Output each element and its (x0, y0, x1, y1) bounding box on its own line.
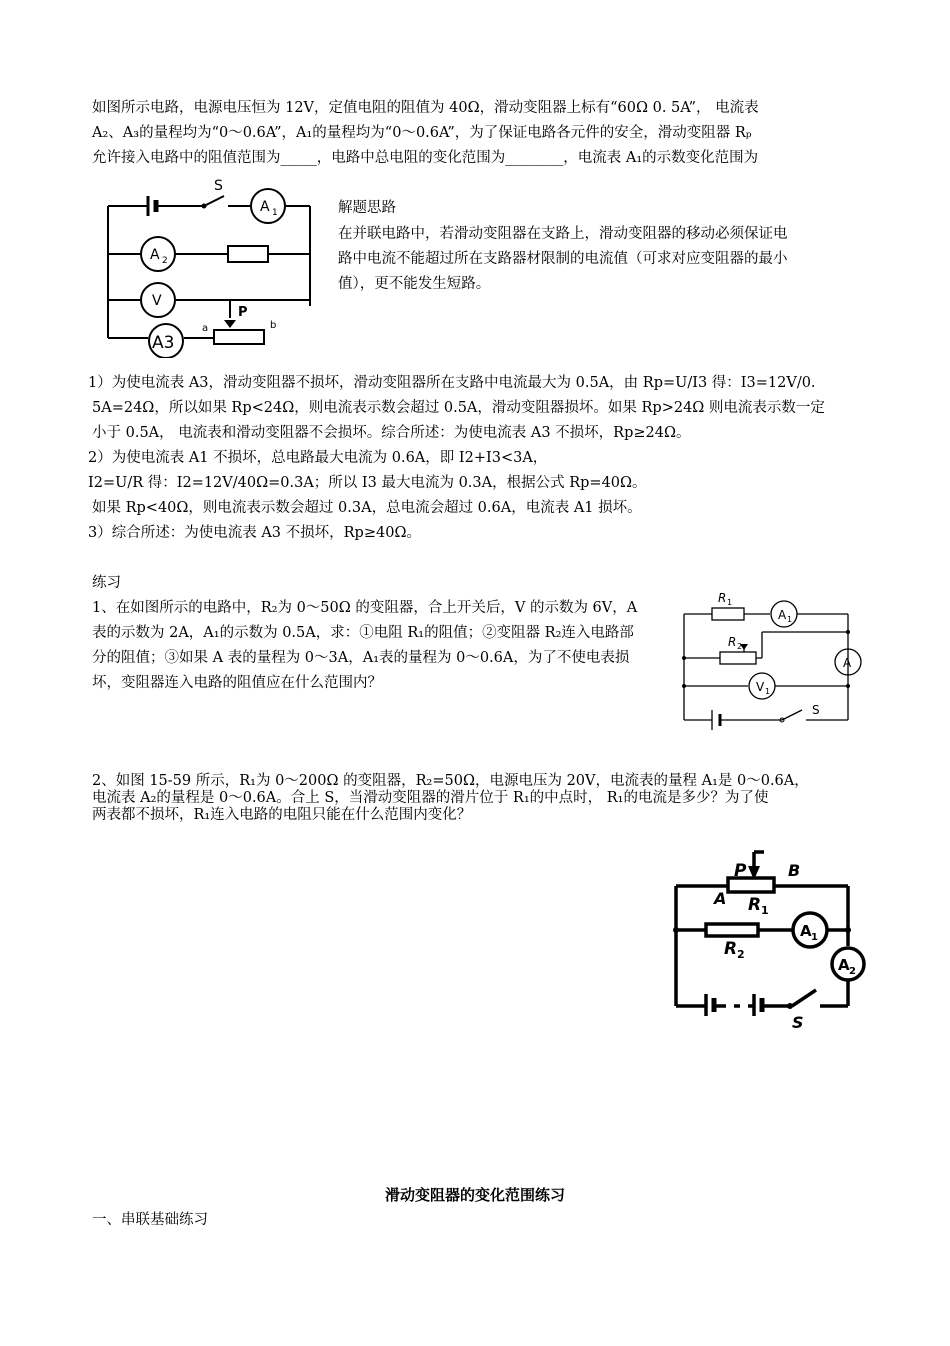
section-title: 滑动变阻器的变化范围练习 (384, 1186, 565, 1204)
q1-line-1: 1、在如图所示的电路中，R₂为 0～50Ω 的变阻器，合上开关后，V 的示数为 6V，A (92, 600, 638, 616)
ammeter-a2-label: A (838, 956, 850, 974)
terminal-a-label: A (714, 889, 727, 908)
solution-line-5: I2=U/R 得：I2=12V/40Ω=0.3A；所以 I3 最大电流为 0.3A，根据公式 Rp=40Ω。 (88, 475, 647, 491)
q2-line-3: 两表都不损坏，R₁连入电路的电阻只能在什么范围内变化？ (92, 807, 472, 823)
analysis-line-2: 路中电流不能超过所在支路器材限制的电流值（可求对应变阻器的最小 (338, 251, 788, 267)
terminal-b-label: b (270, 320, 277, 331)
slider-p-label: P (734, 861, 747, 881)
switch-label: S (812, 703, 820, 717)
analysis-line-1: 在并联电路中，若滑动变阻器在支路上，滑动变阻器的移动必须保证电 (338, 226, 788, 242)
solution-line-3: 小于 0.5A， 电流表和滑动变阻器不会损坏。综合所述：为使电流表 A3 不损坏，Rp≥24Ω。 (92, 425, 691, 441)
voltmeter-label: V (152, 293, 162, 309)
section-subtitle: 一、串联基础练习 (92, 1212, 208, 1228)
analysis-line-3: 值），更不能发生短路。 (338, 276, 491, 292)
svg-text:2: 2 (737, 948, 745, 961)
ammeter-a1-label: A (778, 608, 787, 622)
r2-label: R (724, 939, 738, 959)
solution-line-4: 2）为使电流表 A1 不损坏，总电路最大电流为 0.6A，即 I2+I3<3A， (88, 450, 548, 466)
r1-label: R (748, 895, 762, 915)
svg-text:2: 2 (162, 256, 168, 266)
q2-line-2: 电流表 A₂的量程是 0～0.6A。合上 S，当滑动变阻器的滑片位于 R₁的中点时， R₁的电流是多少？为了使 (92, 790, 769, 806)
r2-label: R (728, 635, 737, 649)
svg-text:1: 1 (761, 904, 769, 917)
ammeter-a-label: A (843, 656, 852, 670)
switch-label: S (214, 178, 223, 194)
svg-text:1: 1 (811, 932, 818, 943)
circuit-diagram-1 (100, 178, 322, 358)
svg-text:2: 2 (849, 966, 856, 977)
practice-heading: 练习 (92, 575, 121, 591)
slider-p-label: P (238, 305, 248, 320)
terminal-b-label: B (788, 861, 801, 880)
q1-line-2: 表的示数为 2A，A₁的示数为 0.5A，求：①电阻 R₁的阻值；②变阻器 R₂连入电路部 (92, 625, 634, 641)
q2-line-1: 2、如图 15-59 所示，R₁为 0～200Ω 的变阻器，R₂=50Ω，电源电压为 20V，电流表的量程 A₁是 0～0.6A， (92, 773, 809, 789)
problem-line-1: 如图所示电路，电源电压恒为 12V，定值电阻的阻值为 40Ω，滑动变阻器上标有“60Ω 0. 5A”， 电流表 (92, 100, 759, 116)
ammeter-a1-label: A (260, 199, 270, 215)
solution-line-1: 1）为使电流表 A3，滑动变阻器不损坏，滑动变阻器所在支路中电流最大为 0.5A，由 Rp=U/I3 得：I3=12V/0. (88, 375, 816, 391)
svg-text:2: 2 (737, 642, 743, 651)
terminal-a-label: a (202, 323, 209, 334)
switch-label: S (792, 1013, 804, 1032)
svg-text:1: 1 (765, 687, 771, 696)
analysis-heading: 解题思路 (338, 200, 396, 216)
svg-text:1: 1 (787, 615, 793, 624)
problem-line-3: 允许接入电路中的阻值范围为_____，电路中总电阻的变化范围为________，电流表 A₁的示数变化范围为 (92, 150, 759, 166)
q1-line-4: 坏，变阻器连入电路的阻值应在什么范围内？ (92, 675, 382, 691)
ammeter-a1-label: A (800, 922, 812, 940)
svg-text:1: 1 (727, 598, 733, 607)
solution-line-2: 5A=24Ω，所以如果 Rp<24Ω，则电流表示数会超过 0.5A，滑动变阻器损坏。如果 Rp>24Ω 则电流表示数一定 (92, 400, 825, 416)
solution-line-7: 3）综合所述：为使电流表 A3 不损坏，Rp≥40Ω。 (88, 525, 421, 541)
svg-text:1: 1 (272, 208, 278, 218)
voltmeter-v1-label: V (756, 680, 765, 694)
ammeter-a2-label: A (150, 247, 160, 263)
circuit-diagram-2 (678, 586, 868, 736)
problem-line-2: A₂、A₃的量程均为“0～0.6A”，A₁的量程均为“0～0.6A”，为了保证电路各元件的安全，滑动变阻器 Rₚ (92, 125, 752, 141)
q1-line-3: 分的阻值；③如果 A 表的量程为 0～3A，A₁表的量程为 0～0.6A，为了不使电表损 (92, 650, 630, 666)
r1-label: R (718, 591, 727, 605)
circuit-diagram-3 (664, 844, 874, 1034)
ammeter-a3-label: A3 (152, 333, 175, 353)
solution-line-6: 如果 Rp<40Ω，则电流表示数会超过 0.3A，总电流会超过 0.6A，电流表 A1 损坏。 (92, 500, 642, 516)
